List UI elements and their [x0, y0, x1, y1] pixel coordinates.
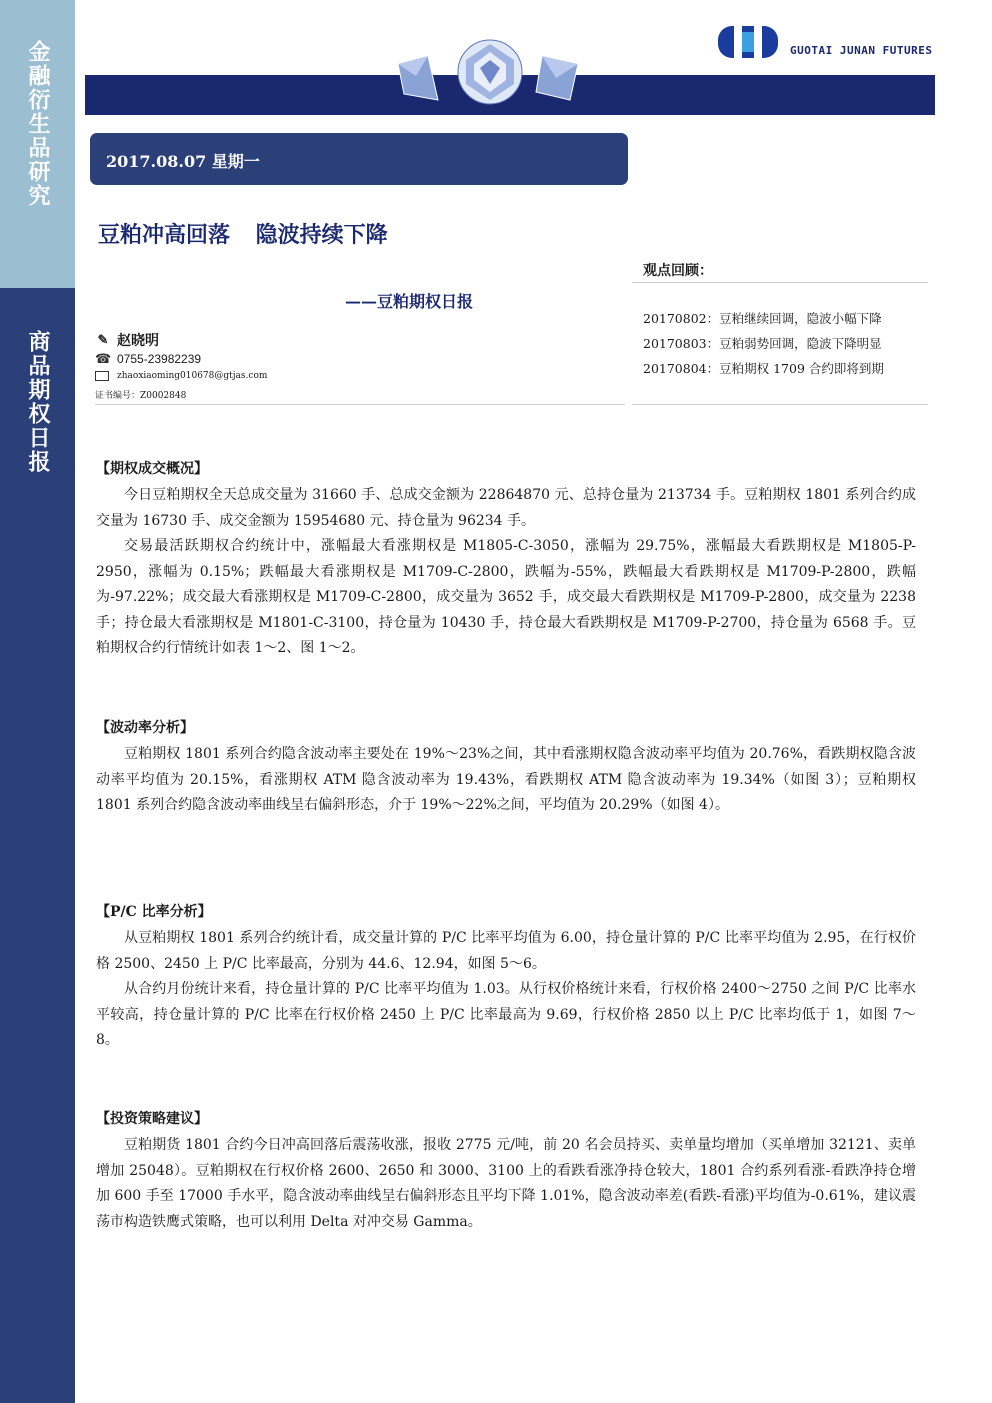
section-paragraph: 豆粕期货 1801 合约今日冲高回落后震荡收涨，报收 2775 元/吨，前 20 名会员持买、卖单量均增加（买单增加 32121、卖单增加 25048）。豆粕期权在行权价格 2600、2650 和 3000、3100 上的看跌看涨净持仓较大，1801 合约系列看涨-看跌净持仓增加 600 手至 17000 手水平，隐含波动率曲线呈右偏斜形态且平均下降 1.01%，隐含波动率差(看跌-看涨)平均值为-0.61%，建议震荡市构造铁鹰式策略，也可以利用 Delta 对冲交易 Gamma。	[96, 1137, 916, 1230]
report-date: 2017.08.07 星期一	[106, 152, 260, 171]
page-title: 豆粕冲高回落 隐波持续下降	[98, 222, 388, 248]
sidebar-category-label: 金融衍生品研究	[25, 40, 50, 208]
divider	[632, 404, 928, 405]
sidebar-report-type-label: 商品期权日报	[25, 330, 50, 474]
section-paragraph: 豆粕期权 1801 系列合约隐含波动率主要处在 19%～23%之间，其中看涨期权隐含波动率平均值为 20.76%，看跌期权隐含波动率平均值为 20.15%，看涨期权 ATM 隐含波动率为 19.43%，看跌期权 ATM 隐含波动率为 19.34%（如图 3）；豆粕期权 1801 系列合约隐含波动率曲线呈右偏斜形态，介于 19%～22%之间，平均值为 20.29%（如图 4）。	[96, 746, 916, 813]
section-pc-ratio-analysis	[96, 901, 916, 1054]
author-phone-row	[95, 351, 201, 367]
author-cert-row	[95, 388, 186, 401]
brand-name: GUOTAI JUNAN FUTURES	[790, 44, 933, 57]
section-title: 【波动率分析】	[96, 720, 194, 736]
author-email[interactable]: zhaoxiaoming010678@gtjas.com	[117, 371, 268, 381]
phone-icon: ☎	[95, 351, 112, 366]
review-item: 20170804：豆粕期权 1709 合约即将到期	[643, 361, 884, 376]
section-trading-overview	[96, 458, 916, 662]
divider	[95, 404, 625, 405]
section-paragraph: 今日豆粕期权全天总成交量为 31660 手、总成交金额为 22864870 元、总持仓量为 213734 手。豆粕期权 1801 系列合约成交量为 16730 手、成交金额为 15954680 元、持仓量为 96234 手。	[96, 487, 916, 529]
review-item: 20170803：豆粕弱势回调，隐波下降明显	[643, 336, 882, 351]
section-title: 【投资策略建议】	[96, 1111, 208, 1127]
section-title: 【期权成交概况】	[96, 461, 208, 477]
divider	[632, 282, 928, 283]
review-label: 观点回顾：	[643, 263, 713, 279]
author-name: 赵晓明	[117, 333, 159, 349]
diamond-icon	[390, 38, 590, 110]
section-volatility-analysis	[96, 717, 916, 819]
section-title: 【P/C 比率分析】	[96, 904, 212, 920]
mail-icon	[95, 371, 109, 381]
date-bar	[90, 133, 628, 185]
section-paragraph: 从豆粕期权 1801 系列合约统计看，成交量计算的 P/C 比率平均值为 6.00，持仓量计算的 P/C 比率平均值为 2.95，在行权价格 2500、2450 上 P/C 比率最高，分别为 44.6、12.94，如图 5～6。	[96, 930, 916, 972]
section-paragraph: 交易最活跃期权合约统计中，涨幅最大看涨期权是 M1805-C-3050，涨幅为 29.75%，涨幅最大看跌期权是 M1805-P-2950，涨幅为 0.15%；跌幅最大看涨期权是 M1709-C-2800，跌幅为-55%，跌幅最大看跌期权是 M1709-P-2800，跌幅为-97.22%；成交最大看涨期权是 M1709-C-2800，成交量为 3652 手，成交最大看跌期权是 M1709-P-2800，成交量为 2238 手；持仓最大看涨期权是 M1801-C-3100，持仓量为 10430 手，持仓最大看跌期权是 M1709-P-2700，持仓量为 6568 手。豆粕期权合约行情统计如表 1～2、图 1～2。	[96, 538, 916, 656]
author-name-row	[95, 330, 159, 350]
section-strategy-advice	[96, 1108, 916, 1235]
page-subtitle: ——豆粕期权日报	[345, 292, 474, 311]
gtja-logo-icon	[716, 22, 780, 62]
pencil-icon: ✎	[97, 332, 109, 348]
review-item: 20170802：豆粕继续回调，隐波小幅下降	[643, 311, 882, 326]
section-paragraph: 从合约月份统计来看，持仓量计算的 P/C 比率平均值为 1.03。从行权价格统计来看，行权价格 2400～2750 之间 P/C 比率水平较高，持仓量计算的 P/C 比率在行权价格 2450 上 P/C 比率最高为 9.69，行权价格 2850 以上 P/C 比率均低于 1，如图 7～8。	[96, 981, 916, 1048]
author-phone: 0755-23982239	[117, 352, 202, 366]
author-cert: 证书编号：Z0002848	[95, 391, 187, 401]
author-email-row	[95, 371, 267, 381]
